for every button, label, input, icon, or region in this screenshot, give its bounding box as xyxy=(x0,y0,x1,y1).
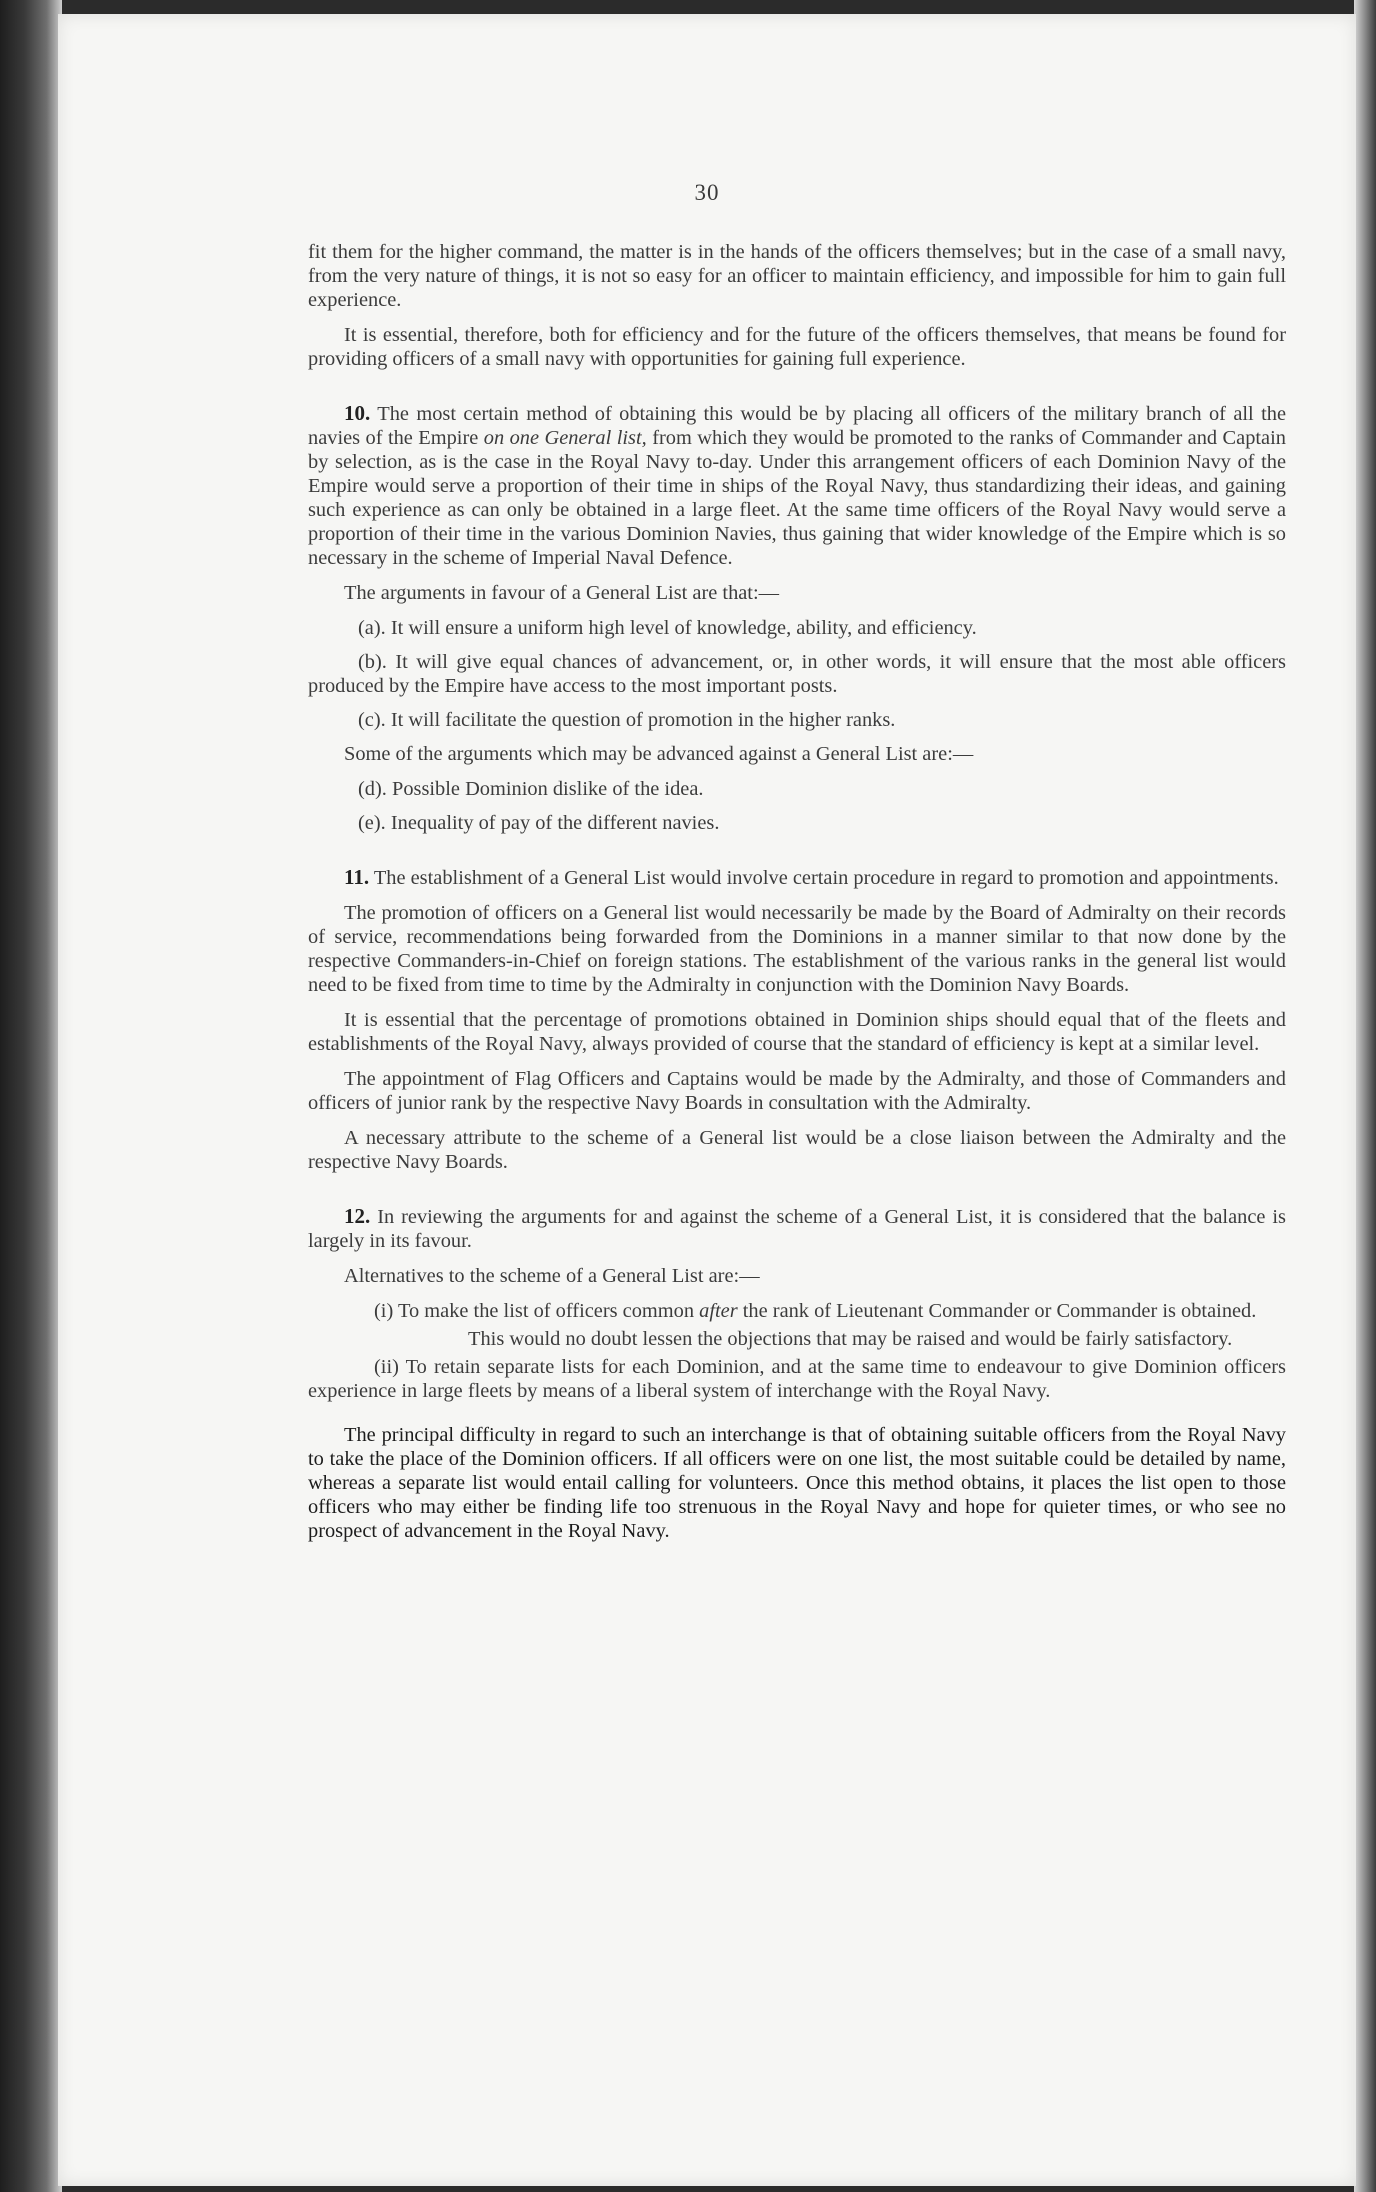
section-10 xyxy=(308,401,1286,570)
section-12-number: 12. xyxy=(344,1204,371,1228)
argument-c-label: (c). xyxy=(358,709,386,731)
page-number: 30 xyxy=(694,180,720,205)
alternative-ii: (ii) To retain separate lists for each Dominion, and at the same time to endeavour to give Dominion officers experience in large fleets by means of a liberal system of interchange with the Royal Navy. xyxy=(308,1356,1286,1402)
argument-a-text: It will ensure a uniform high level of knowledge, ability, and efficiency. xyxy=(390,617,977,639)
argument-a-label: (a). xyxy=(358,617,386,639)
body-text xyxy=(308,240,1286,1554)
paragraph-percentage: It is essential that the percentage of promotions obtained in Dominion ships should equal that of the fleets and establishments of the Royal Navy, always provided of course that the standard of efficiency is kept at a similar level. xyxy=(308,1009,1286,1055)
argument-d-label: (d). xyxy=(358,778,387,800)
paragraph-liaison: A necessary attribute to the scheme of a General list would be a close liaison between the Admiralty and the respective Navy Boards. xyxy=(308,1127,1286,1173)
paragraph-promotion: The promotion of officers on a General list would necessarily be made by the Board of Admiralty on their records of service, recommendations being forwarded from the Dominions in a manner similar to that now done by the respective Commanders-in-Chief on foreign stations. The establishment of the various ranks in the general list would need to be fixed from time to time by the Admiralty in conjunction with the Dominion Navy Boards. xyxy=(308,902,1286,996)
section-10-emphasis: on one General list, xyxy=(483,427,647,449)
alternatives-intro: Alternatives to the scheme of a General List are:— xyxy=(344,1265,760,1287)
section-12-text: In reviewing the arguments for and against the scheme of a General List, it is considered that the balance is largely in its favour. xyxy=(308,1206,1286,1252)
section-11-number: 11. xyxy=(344,865,370,889)
paragraph-appointment: The appointment of Flag Officers and Captains would be made by the Admiralty, and those of Commanders and officers of junior rank by the respective Navy Boards in consultation with the Admiralty. xyxy=(308,1068,1286,1114)
section-10-text-b: from which they would be promoted to the ranks of Commander and Captain by selection, as is the case in the Royal Navy to-day. Under this arrangement officers of each Dominion Navy of the Empire would serve a proportion of their time in ships of the Royal Navy, thus standardizing their ideas, and gaining such experience as can only be obtained in a large fleet. At the same time officers of the Royal Navy would serve a proportion of their time in the various Dominion Navies, thus gaining that wider knowledge of the Empire which is so necessary in the scheme of Imperial Naval Defence. xyxy=(308,427,1286,569)
alternative-i-note-text: This would no doubt lessen the objections that may be raised and would be fairly satisfactory. xyxy=(468,1328,1233,1350)
argument-d xyxy=(308,777,1286,801)
alternative-i xyxy=(308,1299,1286,1323)
paragraph-fit: fit them for the higher command, the matter is in the hands of the officers themselves; but in the case of a small navy, from the very nature of things, it is not so easy for an officer to maintain efficiency, and impossible for him to gain full experience. xyxy=(308,241,1286,311)
section-11-text: The establishment of a General List would involve certain procedure in regard to promotion and appointments. xyxy=(373,867,1279,889)
section-10-text-a: The most certain method of obtaining this would be by placing all officers of the military branch of all the navies of the Empire xyxy=(308,403,1286,449)
section-11 xyxy=(308,865,1286,890)
argument-c-text: It will facilitate the question of promotion in the higher ranks. xyxy=(390,709,896,731)
argument-a xyxy=(308,616,1286,640)
argument-b-text: It will give equal chances of advancement, or, in other words, it will ensure that the most able officers produced by the Empire have access to the most important posts. xyxy=(308,651,1286,697)
arguments-intro: The arguments in favour of a General List are that:— xyxy=(344,582,780,604)
paragraph-principal-difficulty: The principal difficulty in regard to such an interchange is that of obtaining suitable officers from the Royal Navy to take the place of the Dominion officers. If all officers were on one list, the most suitable could be detailed by name, whereas a separate list would entail calling for volunteers. Once this method obtains, it places the list open to those officers who may either be finding life too strenuous in the Royal Navy and hope for quieter times, or who see no prospect of advancement in the Royal Navy. xyxy=(308,1424,1286,1542)
scan-right-edge xyxy=(1354,0,1376,2192)
paragraph-essential: It is essential, therefore, both for efficiency and for the future of the officers themselves, that means be found for providing officers of a small navy with opportunities for gaining full experience. xyxy=(308,324,1286,370)
section-10-number: 10. xyxy=(344,401,371,425)
argument-b xyxy=(308,650,1286,698)
argument-d-text: Possible Dominion dislike of the idea. xyxy=(391,778,704,800)
scan-left-edge xyxy=(0,0,62,2192)
document-page xyxy=(58,14,1356,2186)
alternative-i-text-a: (i) To make the list of officers common xyxy=(374,1300,695,1322)
argument-c xyxy=(308,708,1286,732)
section-12 xyxy=(308,1204,1286,1253)
argument-e-label: (e). xyxy=(358,812,386,834)
argument-b-label: (b). xyxy=(358,651,387,673)
alternative-i-emphasis: after xyxy=(699,1300,738,1322)
against-intro: Some of the arguments which may be advanced against a General List are:— xyxy=(344,743,974,765)
alternative-i-note xyxy=(308,1327,1286,1351)
alternative-i-text-b: the rank of Lieutenant Commander or Commander is obtained. xyxy=(742,1300,1257,1322)
argument-e-text: Inequality of pay of the different navies. xyxy=(390,812,720,834)
argument-e xyxy=(308,811,1286,835)
